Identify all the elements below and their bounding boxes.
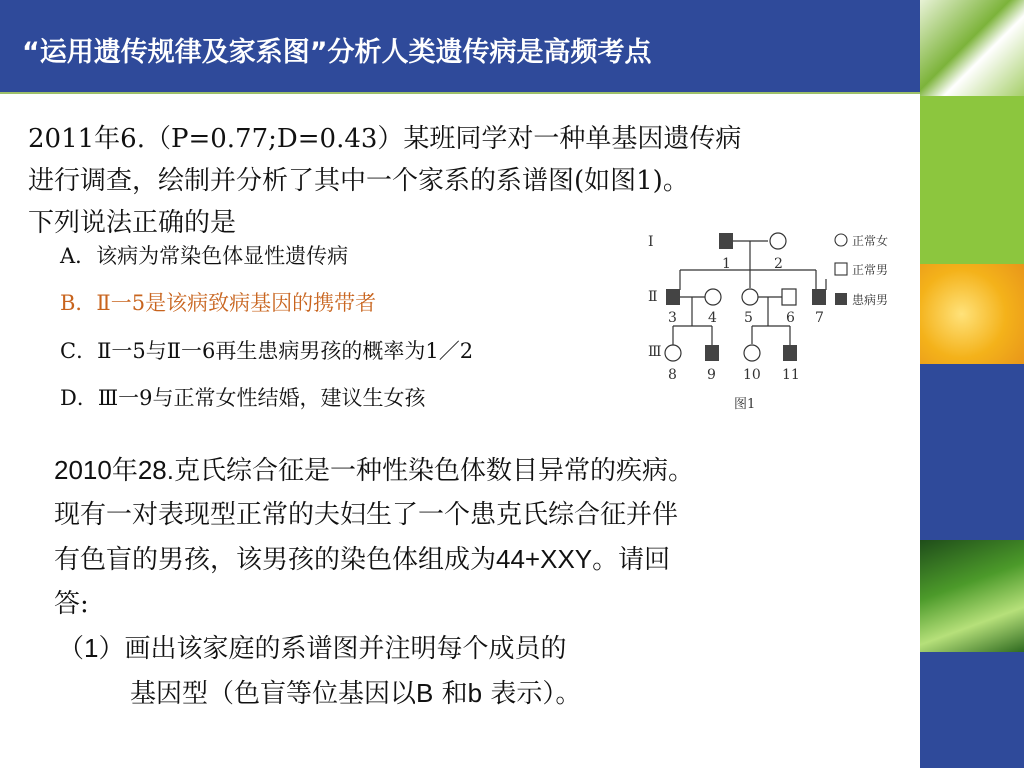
generation-label-1: Ⅰ bbox=[648, 234, 654, 250]
question-2010-line3-c: 。请回 bbox=[592, 545, 671, 575]
sub-question-1-line2 bbox=[130, 671, 894, 716]
option-c: C．Ⅱ一5与Ⅱ一6再生患病男孩的概率为1／2 bbox=[60, 339, 474, 363]
sidebar-blue-block bbox=[920, 364, 1024, 540]
sub-question-1-open: （ bbox=[58, 634, 85, 664]
sub-question-1 bbox=[58, 626, 894, 671]
member-number-2: 2 bbox=[774, 256, 783, 272]
member-number-6: 6 bbox=[786, 310, 795, 326]
legend-normal-male-icon bbox=[835, 263, 847, 275]
page-title: “运用遗传规律及家系图”分析人类遗传病是高频考点 bbox=[22, 37, 652, 68]
question-2010 bbox=[54, 448, 894, 716]
option-a: A．该病为常染色体显性遗传病 bbox=[60, 244, 349, 268]
question-2010-line1-text: 克氏综合征是一种性染色体数目异常的疾病。 bbox=[173, 456, 694, 486]
affected-male-1 bbox=[719, 233, 733, 249]
member-number-8: 8 bbox=[668, 367, 677, 383]
member-number-5: 5 bbox=[744, 310, 753, 326]
member-number-11: 11 bbox=[782, 367, 800, 383]
affected-male-7 bbox=[812, 289, 826, 305]
member-number-10: 10 bbox=[743, 367, 761, 383]
legend-normal-male-label: 正常男 bbox=[852, 263, 889, 277]
decorative-sidebar bbox=[920, 0, 1024, 768]
question-2010-line4: 答: bbox=[54, 589, 89, 619]
allele-B: B bbox=[416, 678, 434, 708]
member-number-3: 3 bbox=[668, 310, 677, 326]
question-2010-year: 2010年28. bbox=[54, 455, 174, 485]
affected-male-3 bbox=[666, 289, 680, 305]
member-number-7: 7 bbox=[815, 310, 824, 326]
option-b: B．Ⅱ一5是该病致病基因的携带者 bbox=[60, 291, 377, 315]
figure-caption: 图1 bbox=[734, 397, 756, 412]
header-divider bbox=[0, 92, 920, 94]
question-2010-line2: 现有一对表现型正常的夫妇生了一个患克氏综合征并伴 bbox=[54, 500, 679, 530]
legend-affected-male-label: 患病男 bbox=[852, 293, 889, 307]
sidebar-green-block bbox=[920, 96, 1024, 264]
question-2011-line3: 下列说法正确的是 bbox=[28, 208, 237, 238]
sub-question-1-line2-mid: 和 bbox=[433, 679, 468, 709]
legend-normal-female-icon bbox=[835, 234, 847, 246]
sub-question-1-text: ）画出该家庭的系谱图并注明每个成员的 bbox=[98, 634, 567, 664]
member-number-9: 9 bbox=[707, 367, 716, 383]
question-2010-line3 bbox=[54, 537, 894, 582]
question-2010-line1 bbox=[54, 448, 894, 493]
sub-question-1-number: 1 bbox=[84, 633, 99, 663]
affected-male-11 bbox=[783, 345, 797, 361]
legend-affected-male-icon bbox=[835, 293, 847, 305]
question-2011-line2: 进行调查，绘制并分析了其中一个家系的系谱图(如图1)。 bbox=[28, 166, 689, 196]
affected-male-9 bbox=[705, 345, 719, 361]
leaf-image-top bbox=[920, 0, 1024, 96]
sunlight-image bbox=[920, 264, 1024, 364]
legend-normal-female-label: 正常女 bbox=[852, 234, 889, 248]
generation-label-2: Ⅱ bbox=[648, 289, 658, 305]
header-bar bbox=[0, 0, 920, 92]
question-2011-line1: 2011年6.（P=0.77;D=0.43）某班同学对一种单基因遗传病 bbox=[28, 124, 742, 154]
question-2010-line3-a: 有色盲的男孩，该男孩的染色体组成为 bbox=[54, 545, 497, 575]
generation-label-3: Ⅲ bbox=[648, 344, 662, 360]
leaf-drop-image bbox=[920, 540, 1024, 652]
sidebar-blue-block-bottom bbox=[920, 652, 1024, 768]
pedigree-figure bbox=[640, 222, 910, 422]
option-d: D．Ⅲ一9与正常女性结婚，建议生女孩 bbox=[60, 386, 426, 410]
member-number-1: 1 bbox=[722, 256, 731, 272]
member-number-4: 4 bbox=[708, 310, 717, 326]
allele-b: b bbox=[467, 678, 483, 708]
sub-question-1-line2-c: 表示）。 bbox=[482, 679, 582, 709]
chromosome-formula: 44+XXY bbox=[496, 544, 593, 574]
sub-question-1-line2-a: 基因型（色盲等位基因以 bbox=[130, 679, 417, 709]
